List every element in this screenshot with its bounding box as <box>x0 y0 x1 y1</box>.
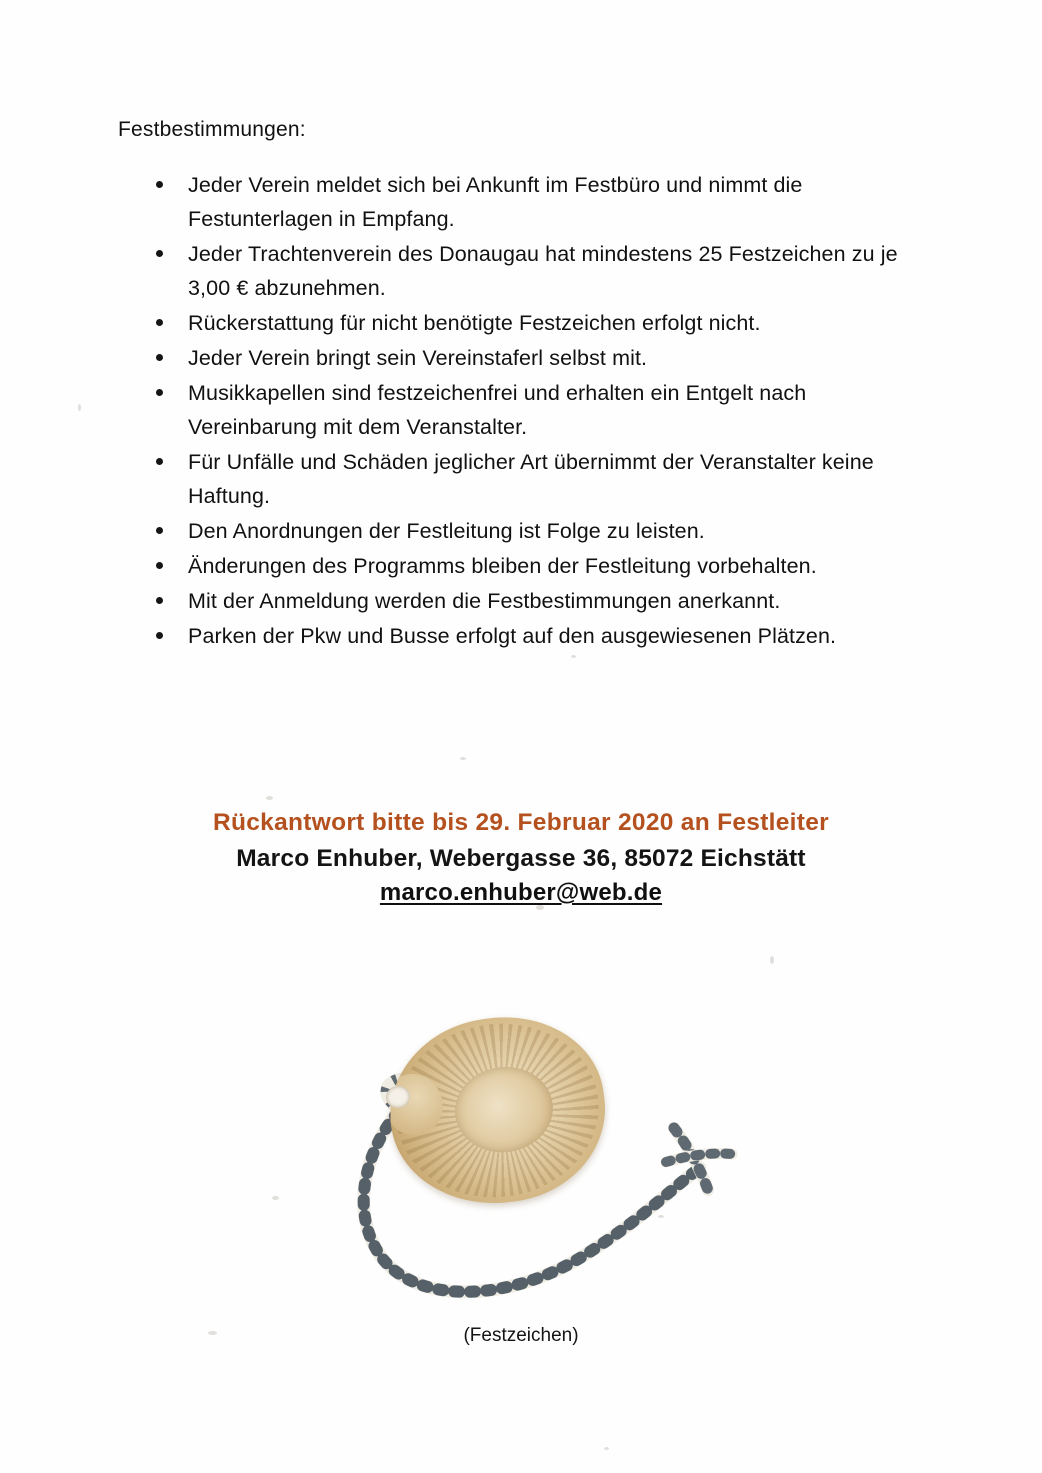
scan-speck <box>571 655 576 658</box>
reply-email-link[interactable]: marco.enhuber@web.de <box>379 879 663 906</box>
photo-caption: (Festzeichen) <box>463 1325 579 1346</box>
list-item-text: Für Unfälle und Schäden jeglicher Art übernimmt der Veranstalter keine Haftung. <box>188 450 874 508</box>
bullet-icon <box>156 389 163 396</box>
list-item <box>148 237 938 305</box>
bullet-icon <box>156 597 163 604</box>
list-item-text: Jeder Trachtenverein des Donaugau hat mindestens 25 Festzeichen zu je 3,00 € abzunehmen. <box>188 242 898 300</box>
list-item-text: Parken der Pkw und Busse erfolgt auf den ausgewiesenen Plätzen. <box>188 624 837 648</box>
list-item <box>148 445 938 513</box>
ammonite-whorl <box>464 1076 542 1147</box>
bullet-icon <box>156 458 163 465</box>
bullet-icon <box>156 250 163 257</box>
page-title: Festbestimmungen: <box>118 118 306 141</box>
reply-address-text: Marco Enhuber, Webergasse 36, 85072 Eichstätt <box>236 845 806 872</box>
bullet-icon <box>156 632 163 639</box>
bullet-icon <box>156 354 163 361</box>
scan-speck <box>770 956 774 964</box>
festzeichen-photo <box>270 1000 790 1310</box>
list-item <box>148 619 938 653</box>
reply-block <box>0 806 1042 907</box>
reply-deadline-text: Rückantwort bitte bis 29. Februar 2020 an Festleiter <box>212 809 830 836</box>
list-item-text: Rückerstattung für nicht benötigte Festzeichen erfolgt nicht. <box>188 311 761 335</box>
list-item <box>148 341 938 375</box>
list-item <box>148 549 938 583</box>
bullet-icon <box>156 527 163 534</box>
list-item-text: Musikkapellen sind festzeichenfrei und erhalten ein Entgelt nach Vereinbarung mit dem Veranstalter. <box>188 381 807 439</box>
list-item <box>148 584 938 618</box>
list-item-text: Mit der Anmeldung werden die Festbestimmungen anerkannt. <box>188 589 781 613</box>
list-item-text: Änderungen des Programms bleiben der Festleitung vorbehalten. <box>188 554 817 578</box>
scan-speck <box>460 757 466 760</box>
list-item-text: Den Anordnungen der Festleitung ist Folge zu leisten. <box>188 519 705 543</box>
bullet-icon <box>156 181 163 188</box>
bullet-icon <box>156 319 163 326</box>
scan-speck <box>604 1447 609 1450</box>
list-item-text: Jeder Verein meldet sich bei Ankunft im Festbüro und nimmt die Festunterlagen in Empfang. <box>188 173 803 231</box>
list-item-text: Jeder Verein bringt sein Vereinstaferl selbst mit. <box>188 346 648 370</box>
list-item <box>148 376 938 444</box>
list-item <box>148 168 938 236</box>
list-item <box>148 514 938 548</box>
scan-speck <box>266 796 273 800</box>
festbestimmungen-list <box>148 168 938 654</box>
bullet-icon <box>156 562 163 569</box>
scan-speck <box>78 404 81 411</box>
list-item <box>148 306 938 340</box>
